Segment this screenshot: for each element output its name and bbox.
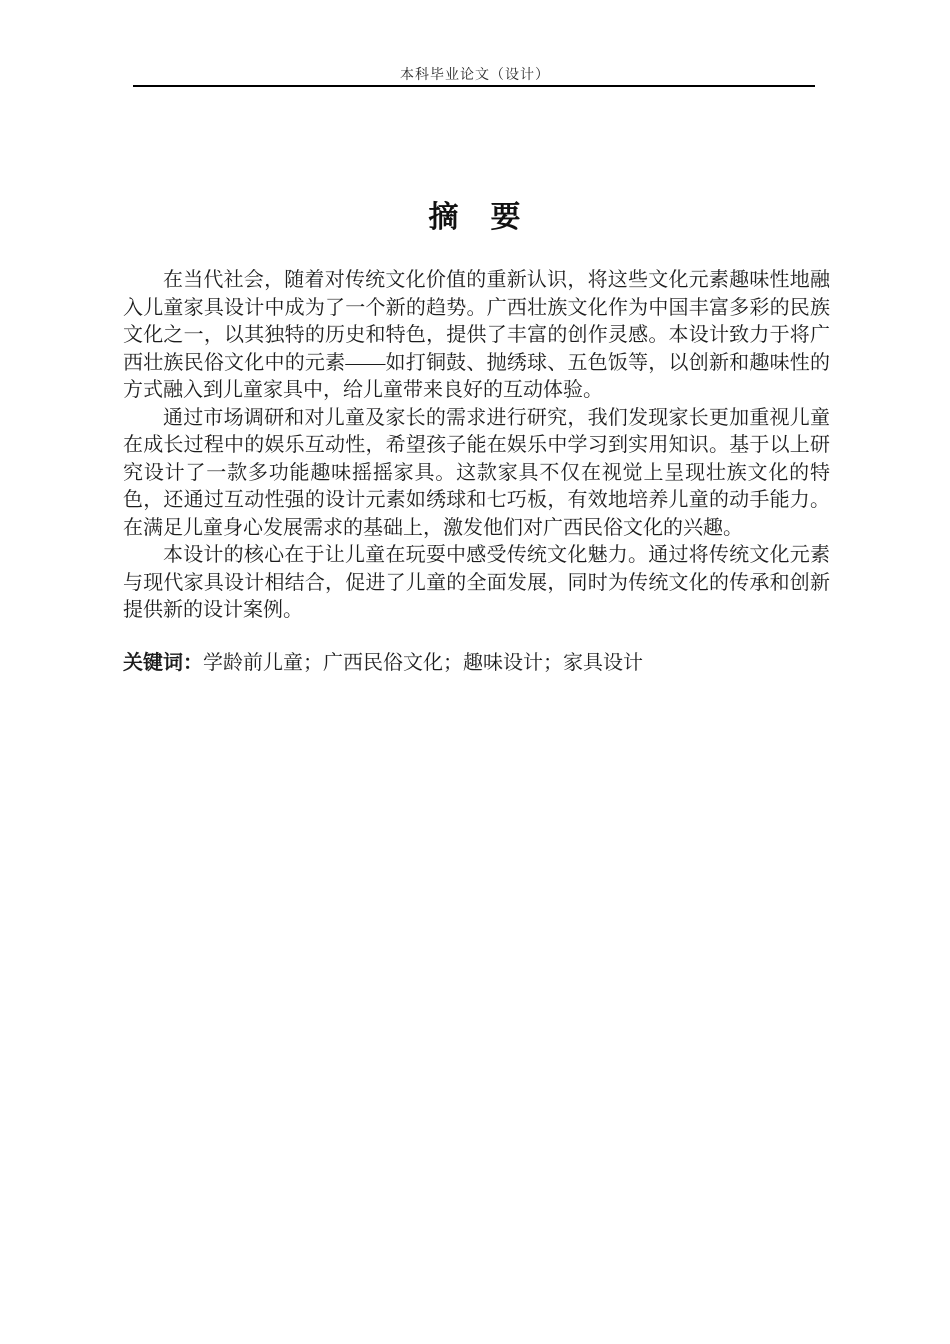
keywords-line	[123, 650, 830, 678]
abstract-title: 摘 要	[428, 201, 522, 234]
abstract-body	[123, 267, 830, 677]
abstract-paragraph-2: 通过市场调研和对儿童及家长的需求进行研究，我们发现家长更加重视儿童在成长过程中的娱乐互动性，希望孩子能在娱乐中学习到实用知识。基于以上研究设计了一款多功能趣味摇摇家具。这款家具不仅在视觉上呈现壮族文化的特色，还通过互动性强的设计元素如绣球和七巧板，有效地培养儿童的动手能力。在满足儿童身心发展需求的基础上，激发他们对广西民俗文化的兴趣。	[123, 406, 830, 539]
abstract-paragraph-3: 本设计的核心在于让儿童在玩耍中感受传统文化魅力。通过将传统文化元素与现代家具设计相结合，促进了儿童的全面发展，同时为传统文化的传承和创新提供新的设计案例。	[123, 544, 830, 621]
header-rule	[133, 85, 815, 87]
keywords-text: 学龄前儿童；广西民俗文化；趣味设计；家具设计	[203, 651, 643, 674]
abstract-paragraph-1: 在当代社会，随着对传统文化价值的重新认识，将这些文化元素趣味性地融入儿童家具设计中成为了一个新的趋势。广西壮族文化作为中国丰富多彩的民族文化之一，以其独特的历史和特色，提供了丰富的创作灵感。本设计致力于将广西壮族民俗文化中的元素——如打铜鼓、抛绣球、五色饭等，以创新和趣味性的方式融入到儿童家具中，给儿童带来良好的互动体验。	[123, 269, 830, 401]
running-header	[0, 64, 950, 84]
running-header-text: 本科毕业论文（设计）	[400, 68, 550, 83]
keywords-label: 关键词：	[123, 651, 203, 674]
